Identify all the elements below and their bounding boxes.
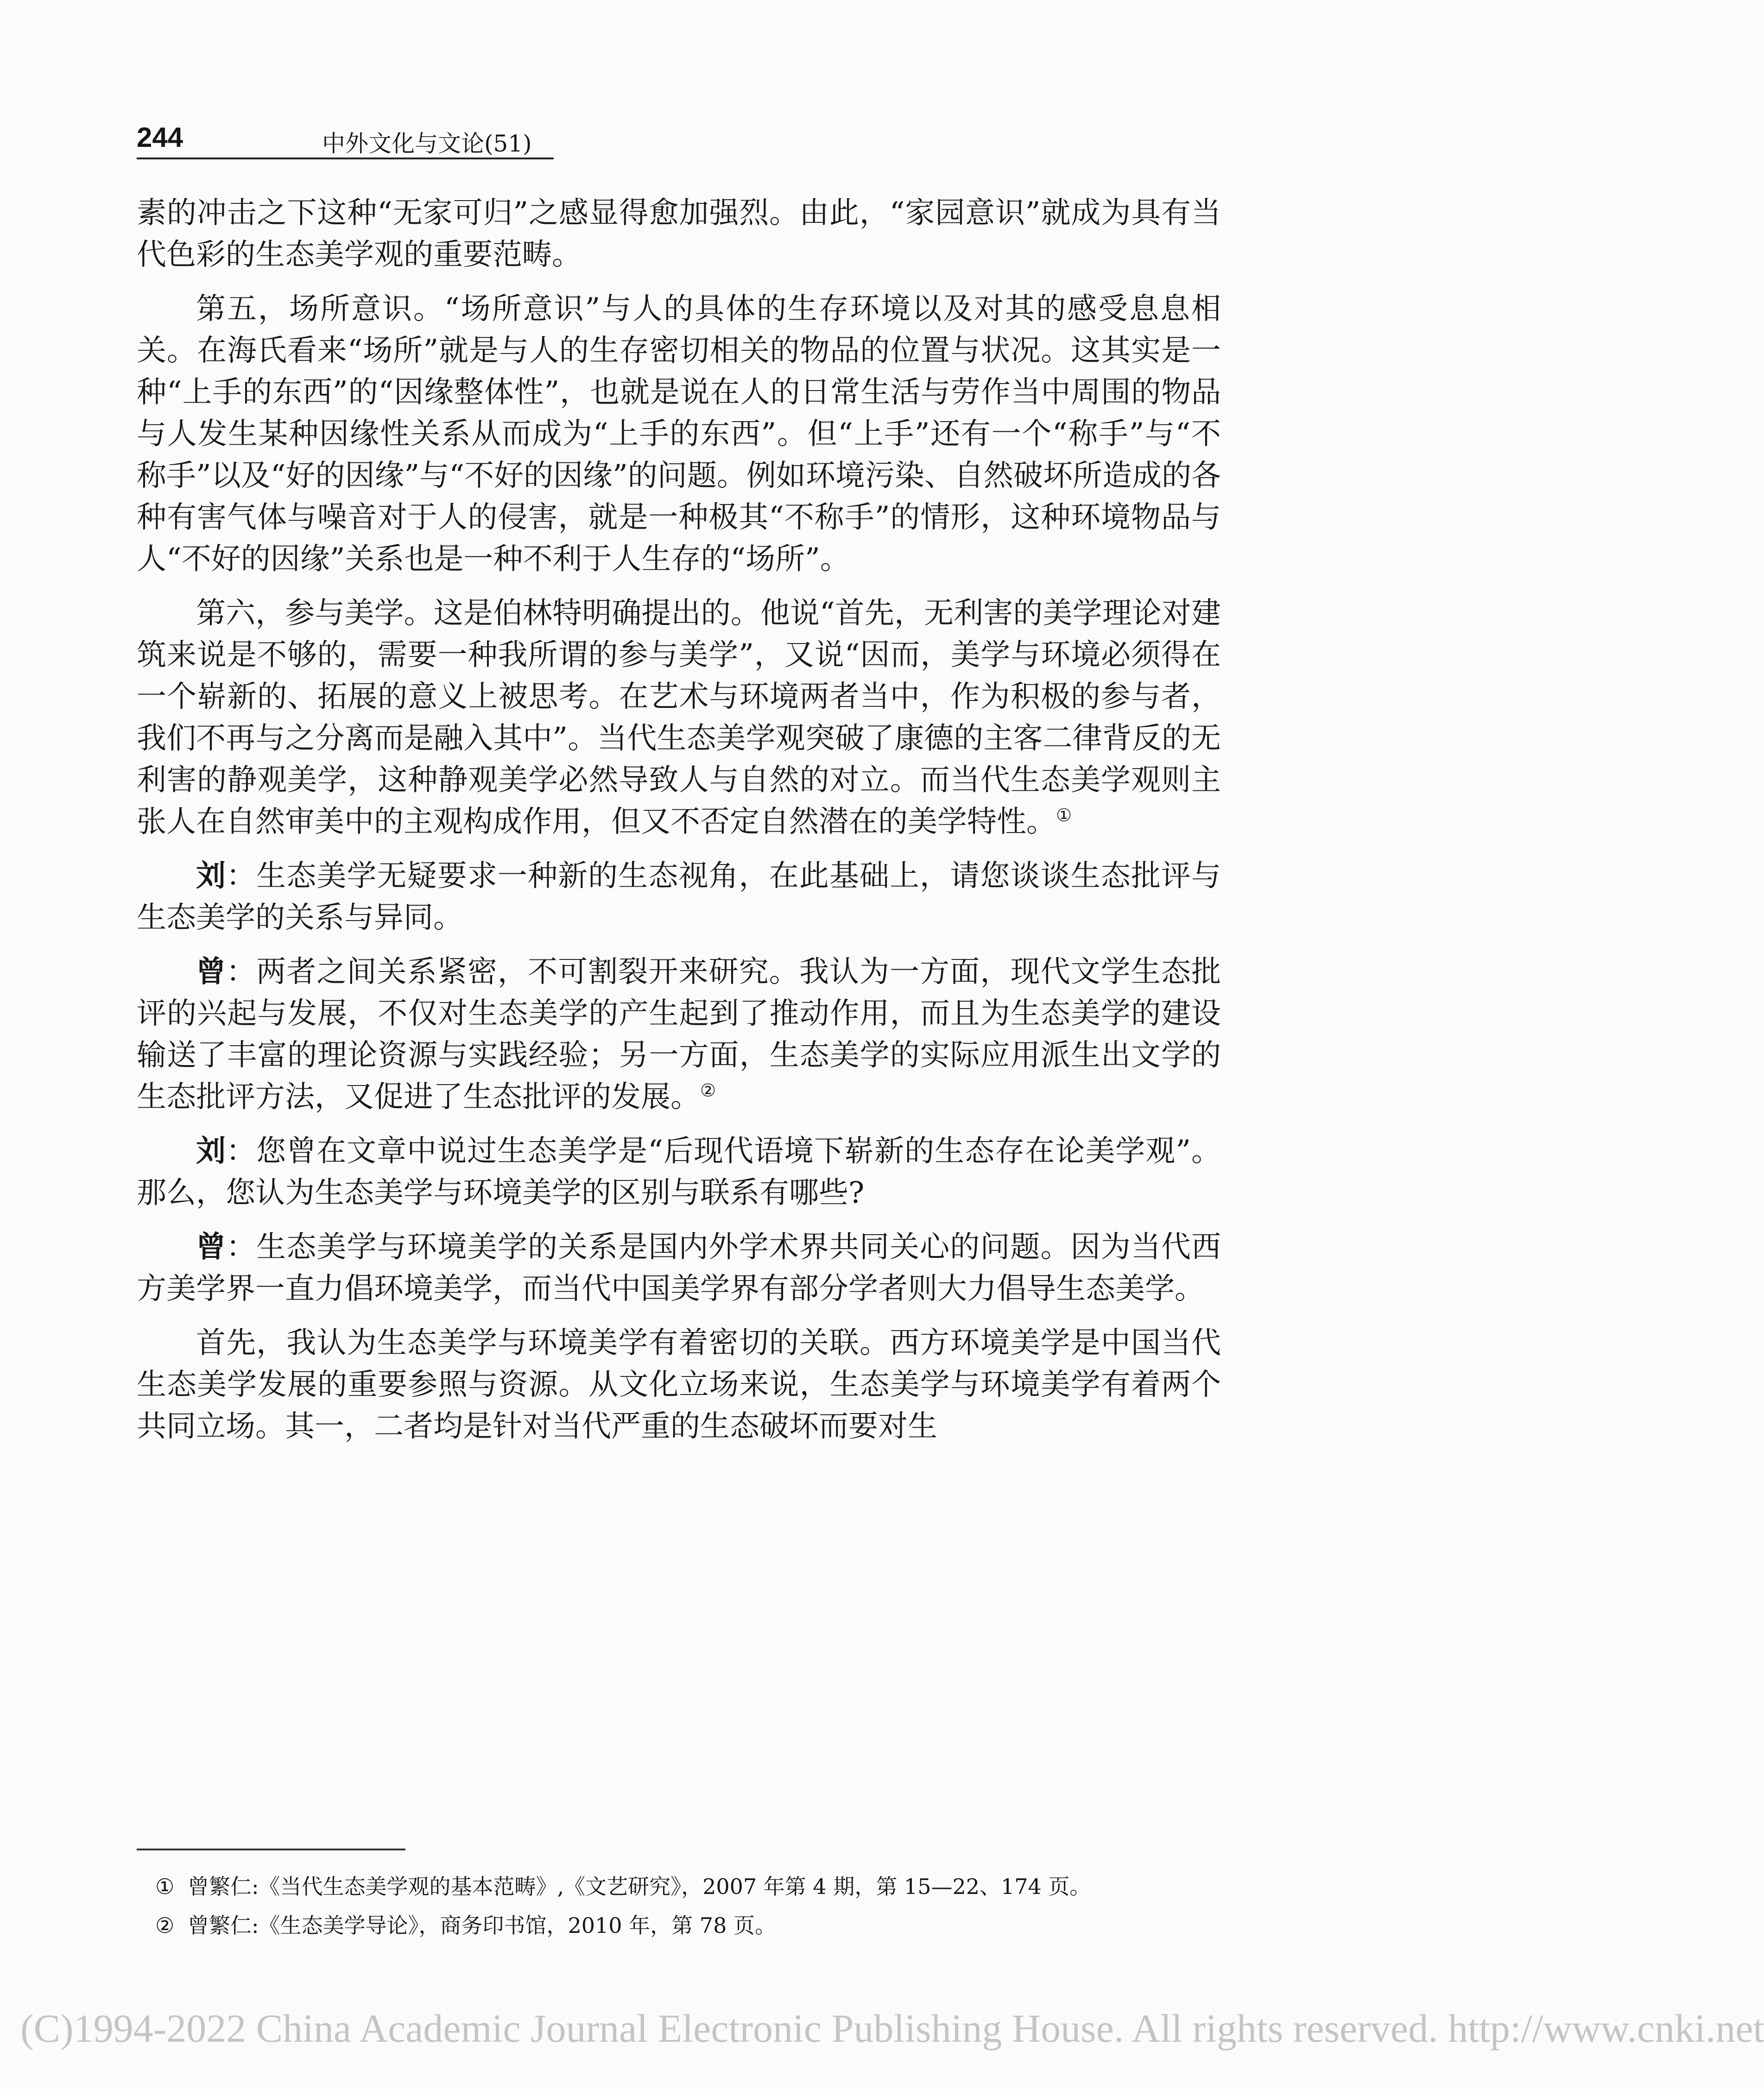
footnotes <box>137 1867 1221 1945</box>
speaker-zeng: 曾 <box>196 955 227 989</box>
footnote-rule <box>137 1849 405 1850</box>
footnote-mark: ② <box>155 1913 175 1938</box>
header-rule <box>137 158 554 159</box>
question-1: 刘：生态美学无疑要求一种新的生态视角，在此基础上，请您谈谈生态批评与生态美学的关系与异同。 <box>137 859 1221 935</box>
paragraph-place-consciousness: 第五，场所意识。“场所意识”与人的具体的生存环境以及对其的感受息息相关。在海氏看来“场所”就是与人的生存密切相关的物品的位置与状况。这其实是一种“上手的东西”的“因缘整体性”，也就是说在人的日常生活与劳作当中周围的物品与人发生某种因缘性关系从而成为“上手的东西”。但“上手”还有一个“称手”与“不称手”以及“好的因缘”与“不好的因缘”的问题。例如环境污染、自然破坏所造成的各种有害气体与噪音对于人的侵害，就是一种极其“不称手”的情形，这种环境物品与人“不好的因缘”关系也是一种不利于人生存的“场所”。 <box>137 292 1221 576</box>
question-2: 刘：您曾在文章中说过生态美学是“后现代语境下崭新的生态存在论美学观”。那么，您认为生态美学与环境美学的区别与联系有哪些? <box>137 1134 1221 1210</box>
speaker-liu: 刘 <box>196 1134 227 1168</box>
copyright-watermark: (C)1994-2022 China Academic Journal Electronic Publishing House. All rights reserved. http://www.cnki.net <box>20 2006 1764 2051</box>
footnote-ref-2[interactable]: ② <box>700 1080 716 1101</box>
footnote-text: 曾繁仁:《当代生态美学观的基本范畴》,《文艺研究》，2007 年第 4 期，第 15—22、174 页。 <box>188 1874 1091 1899</box>
running-title: 中外文化与文论(51) <box>322 130 532 157</box>
speaker-liu: 刘 <box>196 859 227 893</box>
speaker-zeng: 曾 <box>196 1230 227 1264</box>
footnote-ref-1[interactable]: ① <box>1056 805 1072 826</box>
answer-2: 曾：生态美学与环境美学的关系是国内外学术界共同关心的问题。因为当代西方美学界一直力倡环境美学，而当代中国美学界有部分学者则大力倡导生态美学。 <box>137 1230 1221 1306</box>
footnote-1 <box>137 1867 1221 1906</box>
paragraph-engagement-aesthetics: 第六，参与美学。这是伯林特明确提出的。他说“首先，无利害的美学理论对建筑来说是不够的，需要一种我所谓的参与美学”，又说“因而，美学与环境必须得在一个崭新的、拓展的意义上被思考。在艺术与环境两者当中，作为积极的参与者，我们不再与之分离而是融入其中”。当代生态美学观突破了康德的主客二律背反的无利害的静观美学，这种静观美学必然导致人与自然的对立。而当代生态美学观则主张人在自然审美中的主观构成作用，但又不否定自然潜在的美学特性。① <box>137 596 1221 839</box>
answer-1: 曾：两者之间关系紧密，不可割裂开来研究。我认为一方面，现代文学生态批评的兴起与发展，不仅对生态美学的产生起到了推动作用，而且为生态美学的建设输送了丰富的理论资源与实践经验；另一方面，生态美学的实际应用派生出文学的生态批评方法，又促进了生态批评的发展。② <box>137 955 1221 1114</box>
footnote-mark: ① <box>155 1874 175 1899</box>
page-header <box>137 121 1221 168</box>
footnote-2 <box>137 1906 1221 1945</box>
footnote-text: 曾繁仁:《生态美学导论》，商务印书馆，2010 年，第 78 页。 <box>188 1913 776 1938</box>
article-body <box>137 192 1221 1460</box>
paragraph-continued: 素的冲击之下这种“无家可归”之感显得愈加强烈。由此，“家园意识”就成为具有当代色彩的生态美学观的重要范畴。 <box>137 196 1221 272</box>
paragraph-first-point: 首先，我认为生态美学与环境美学有着密切的关联。西方环境美学是中国当代生态美学发展的重要参照与资源。从文化立场来说，生态美学与环境美学有着两个共同立场。其一，二者均是针对当代严重的生态破坏而要对生 <box>137 1326 1221 1444</box>
page-number: 244 <box>137 122 183 153</box>
